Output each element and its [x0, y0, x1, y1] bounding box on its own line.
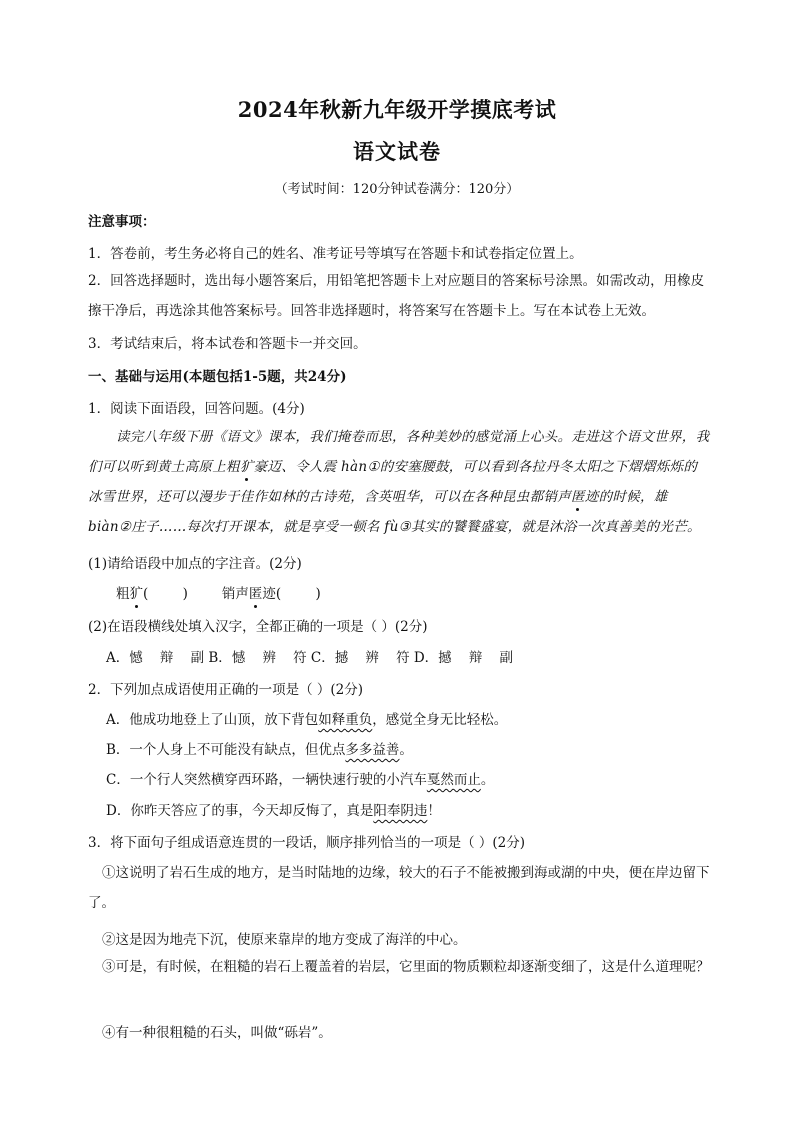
section1-heading: 一、基础与运用(本题包括1-5题，共24分) — [88, 369, 347, 385]
exam-subtitle: 语文试卷 — [353, 139, 441, 164]
q2-option-a — [106, 708, 507, 728]
q2-option-d — [106, 799, 441, 819]
q2-b-end: 。 — [399, 742, 413, 758]
blank1-pre: 粗 — [116, 586, 130, 602]
q2-option-c — [106, 768, 494, 788]
dotted-char-1: 犷 — [239, 459, 254, 475]
q2-a-end: ，感觉全身无比轻松。 — [372, 712, 508, 728]
q3-sentence-1: ①这说明了岩石生成的地方，是当时陆地的边缘，较大的石子不能被搬到海或湖的中央，便在岸边留下了。 — [88, 865, 710, 911]
q2-d-end: ！ — [427, 803, 441, 819]
blank1-answer-space: ( ) — [143, 586, 188, 602]
q2-a-idiom: 如释重负 — [318, 712, 373, 728]
blank2-pre: 销声 — [221, 586, 249, 602]
q1-stem: 1．阅读下面语段，回答问题。(4分) — [88, 401, 305, 417]
q3-sentence-2: ②这是因为地壳下沉，使原来靠岸的地方变成了海洋的中心。 — [102, 932, 467, 948]
q1-sub1: (1)请给语段中加点的字注音。(2分) — [88, 556, 302, 572]
blank2-answer-space: 迹( ) — [262, 586, 321, 602]
q2-b-text: B．一个人身上不可能没有缺点，但优点 — [106, 742, 346, 758]
passage-text-1: 读完八年级下册《语文》课本，我们掩卷而思，各种美妙的感觉涌上心头。走进这个语文世界，我们可以听到黄土高原上粗 — [88, 429, 710, 475]
q2-c-end: 。 — [480, 772, 495, 788]
q2-d-text: D．你昨天答应了的事，今天却反悔了，真是 — [106, 803, 374, 819]
notice-heading: 注意事项： — [88, 214, 156, 230]
dotted-char-2: 匿 — [571, 489, 585, 505]
q2-option-b — [106, 738, 413, 758]
q2-d-idiom: 阳奉阴违 — [373, 803, 428, 819]
passage-text-3: 迹的时候，雄 biàn②庄子……每次打开课本，就是享受一顿名 fù③其实的饕餮盛宴，就是沐浴一次真善美的光芒。 — [88, 489, 701, 535]
q3-stem: 3．将下面句子组成语意连贯的一段话，顺序排列恰当的一项是（ ）(2分) — [88, 835, 526, 851]
q1-sub1-blanks — [116, 582, 321, 602]
exam-title: 2024年秋新九年级开学摸底考试 — [237, 97, 557, 122]
q2-c-text: C．一个行人突然横穿西环路，一辆快速行驶的小汽车 — [106, 772, 427, 788]
notice-item-1: 1．答卷前，考生务必将自己的姓名、准考证号等填写在答题卡和试卷指定位置上。 — [88, 246, 583, 262]
q3-sentence-3: ③可是，有时候，在粗糙的岩石上覆盖着的岩层，它里面的物质颗粒却逐渐变细了，这是什么道理呢？ — [102, 959, 710, 975]
passage-text-2: 豪迈、令人震 hàn①的安塞腰鼓，可以看到各拉丹冬太阳之下熠熠烁烁的冰雪世界，还可以漫步于佳作如林的古诗苑，含英咀华，可以在各种昆虫都销声 — [88, 459, 698, 505]
q3-sentence-4: ④有一种很粗糙的石头，叫做“砾岩”。 — [102, 1025, 332, 1041]
q2-c-idiom: 戛然而止 — [426, 772, 481, 788]
exam-meta: （考试时间：120分钟试卷满分：120分） — [274, 182, 520, 197]
q1-sub2: (2)在语段横线处填入汉字，全都正确的一项是（ ）(2分) — [88, 619, 428, 635]
q1-passage — [88, 422, 710, 542]
notice-item-3: 3．考试结束后，将本试卷和答题卡一并交回。 — [88, 336, 367, 352]
q2-b-idiom: 多多益善 — [345, 742, 400, 758]
notice-item-2: 2．回答选择题时，选出每小题答案后，用铅笔把答题卡上对应题目的答案标号涂黑。如需改动，用橡皮擦干净后，再选涂其他答案标号。回答非选择题时，将答案写在答题卡上。写在本试卷上无效。 — [88, 273, 705, 319]
q2-a-text: A．他成功地登上了山顶，放下背包 — [106, 712, 319, 728]
q2-stem: 2．下列加点成语使用正确的一项是（ ）(2分) — [88, 682, 364, 698]
blank2-dotted-char: 匿 — [248, 586, 263, 602]
blank1-dotted-char: 犷 — [129, 586, 143, 602]
q1-sub2-options: A．憾 辩 副 B．憾 辨 符 C．撼 辨 符 D．撼 辩 副 — [106, 650, 514, 666]
